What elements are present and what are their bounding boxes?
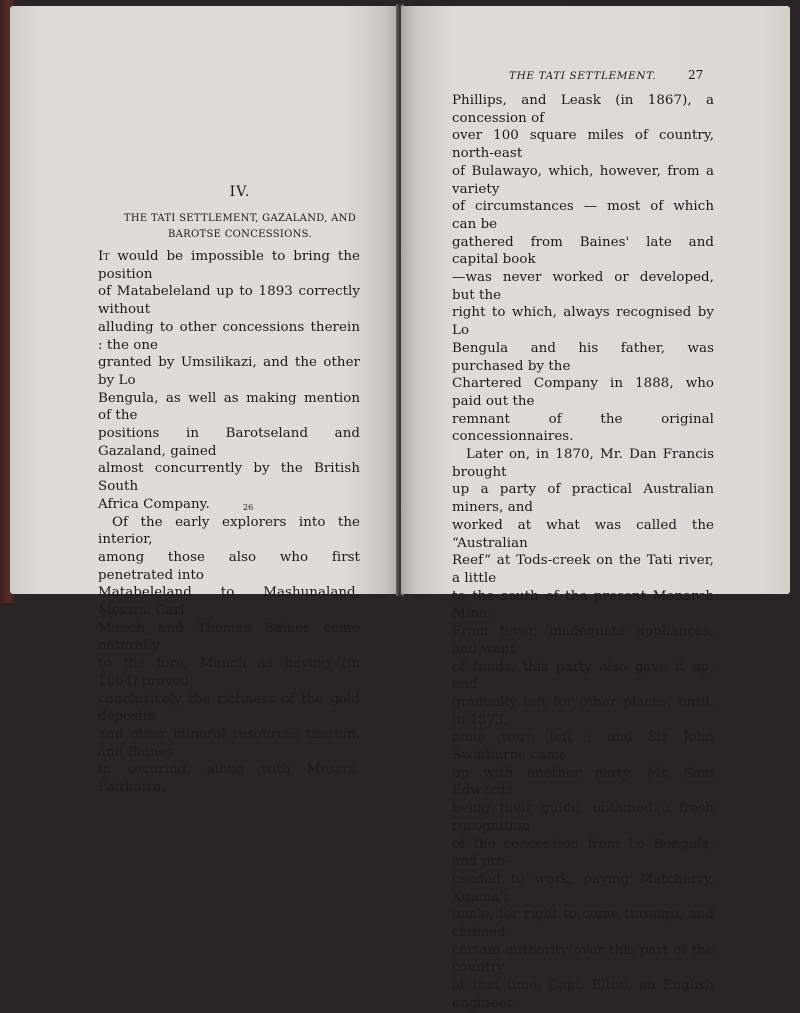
text-line: to the south of the present Monarch Mine.	[452, 588, 714, 622]
text-line: none were left ; and Sir John Swinburne came	[452, 730, 714, 764]
text-line: remnant of the original concessionnaires.	[452, 411, 714, 445]
text-line: being their guide, obtained a fresh recognition	[452, 801, 714, 834]
text-line: Africa Company.	[98, 496, 210, 512]
text-line: Matabeleland to Mashunaland, Messrs. Carl	[98, 585, 360, 619]
page-number: 26	[243, 503, 254, 512]
text-line: and other mineral resources therein, and Baines	[98, 726, 360, 760]
left-page	[10, 6, 400, 796]
text-line: over 100 square miles of country, north-east	[452, 128, 714, 162]
text-line: of circumstances — most of which can be	[452, 199, 714, 232]
page-number: 27	[688, 68, 704, 82]
text-line: Bengula and his father, was purchased by the	[452, 340, 714, 374]
text-line: to the fore, Mauch as having (in 1864) proved	[98, 656, 360, 689]
text-line: of the concession from Lo Bengula, and pro-	[452, 836, 714, 870]
text-line: of funds, this party also gave it up, and	[452, 659, 714, 693]
text-line: conclusively the richness of the gold deposits	[98, 691, 360, 725]
paragraph	[98, 248, 360, 514]
text-line: Bengula, as well as making mention of the	[98, 390, 360, 424]
text-line: Reef” at Tods-creek on the Tati river, a little	[452, 553, 714, 586]
text-line: of Bulawayo, which, however, from a variety	[452, 163, 714, 197]
text-line: From fever, inadequate appliances, and want	[452, 624, 714, 657]
text-line: positions in Barotseland and Gazaland, gained	[98, 426, 360, 459]
text-line: almost concurrently by the British South	[98, 461, 360, 495]
text-line: Of the early explorers into the interior,	[98, 514, 360, 548]
text-line: —was never worked or developed, but the	[452, 270, 714, 303]
text-line: up a party of practical Australian miners, and	[452, 482, 714, 516]
paragraph	[452, 446, 714, 1013]
running-head: THE TATI SETTLEMENT.	[509, 70, 657, 82]
text-line: ceeded to work, paying Matcherry, Kgama's	[452, 871, 714, 905]
text-line: granted by Umsilikazi, and the other by Lo	[98, 355, 360, 388]
chapter-number: IV.	[229, 184, 251, 200]
text-line: It would be impossible to bring the position	[98, 249, 360, 282]
right-page	[401, 6, 790, 1011]
drop-word: It	[98, 249, 110, 264]
left-body-text	[98, 248, 360, 797]
text-line: of Matabeleland up to 1893 correctly without	[98, 284, 360, 318]
text-line: Phillips, and Leask (in 1867), a concession of	[452, 93, 714, 126]
right-body-text	[452, 92, 714, 1013]
text-line: gathered from Baines' late and capital book	[452, 234, 714, 268]
text-line: Chartered Company in 1888, who paid out the	[452, 376, 714, 409]
text-line: at that time, Capt. Elton, an English engineer	[452, 978, 714, 1011]
text-line: in securing, along with Messrs. Fairbairn,	[98, 762, 360, 796]
chapter-title: THE TATI SETTLEMENT, GAZALAND, AND BAROTSE CONCESSIONS.	[123, 213, 357, 240]
text-line: worked at what was called the “Australian	[452, 517, 714, 551]
text-line: up with another party, Mr. Sam Edwards	[452, 765, 714, 799]
paragraph	[452, 92, 714, 446]
paragraph	[98, 514, 360, 797]
text-line: among those also who first penetrated into	[98, 549, 360, 583]
text-line: uncle, for right to come through, and claimed	[452, 907, 714, 941]
text-line: Mauch and Thomas Baines come naturally	[98, 620, 360, 654]
text-line: gradually left for other places, until, in 1873,	[452, 694, 714, 728]
text-line: alluding to other concessions therein : the one	[98, 319, 360, 353]
text-line: certain authority over this part of the country	[452, 942, 714, 976]
text-line: right to which, always recognised by Lo	[452, 305, 714, 339]
text-line: Later on, in 1870, Mr. Dan Francis brought	[452, 447, 714, 480]
